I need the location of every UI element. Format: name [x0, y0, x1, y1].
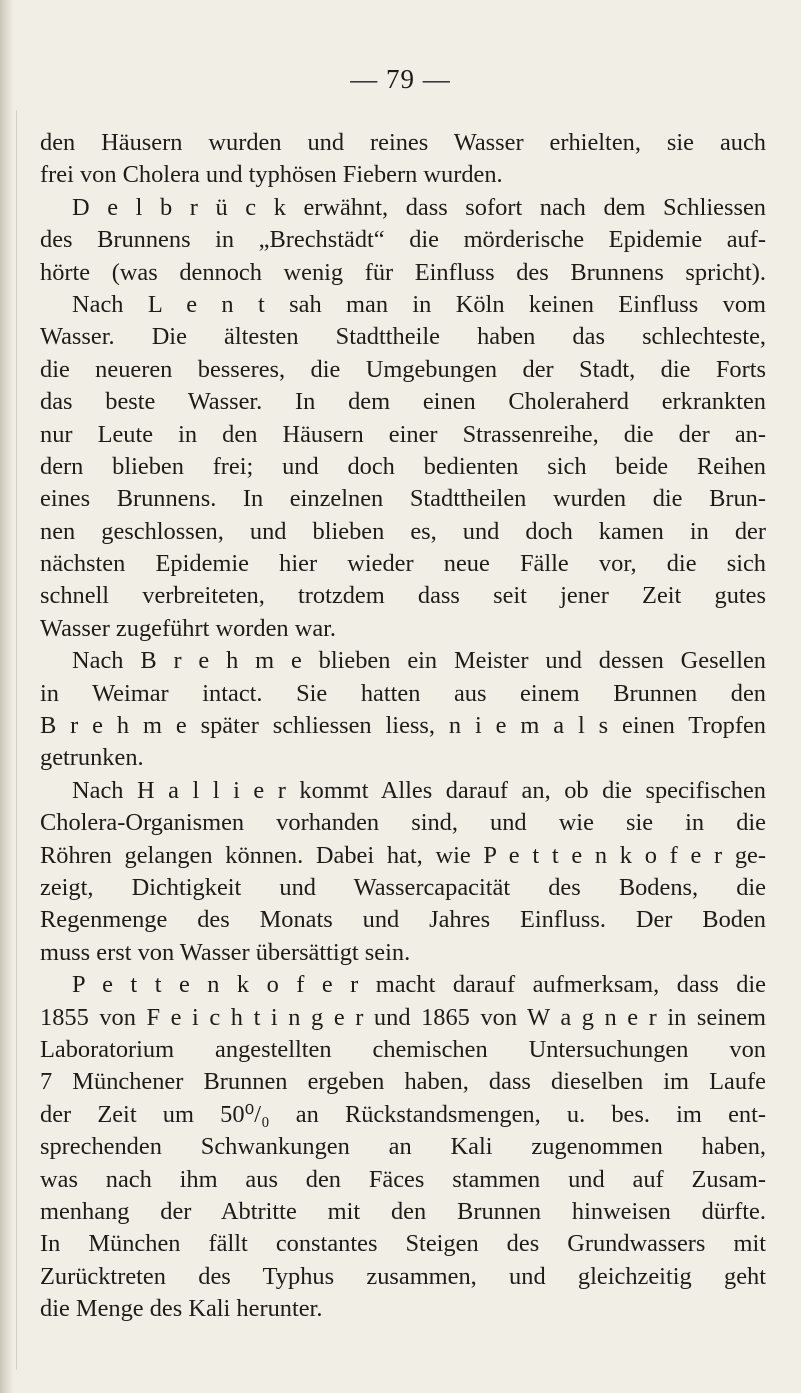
text-line: in Weimar intact. Sie hatten aus einem Brunnen den	[40, 679, 766, 707]
text-line: In München fällt constantes Steigen des Grundwassers mit	[40, 1230, 766, 1258]
text-line: nen geschlossen, und blieben es, und doch kamen in der	[40, 517, 766, 545]
text-line: Nach L e n t sah man in Köln keinen Einfluss vom	[72, 290, 766, 318]
text-line: sprechenden Schwankungen an Kali zugenommen haben,	[40, 1133, 766, 1161]
text-line: Cholera-Organismen vorhanden sind, und wie sie in die	[40, 809, 766, 837]
text-line: D e l b r ü c k erwähnt, dass sofort nach dem Schliessen	[72, 193, 766, 221]
text-line: eines Brunnens. In einzelnen Stadttheilen wurden die Brun-	[40, 485, 766, 513]
text-line: das beste Wasser. In dem einen Choleraherd erkrankten	[40, 388, 766, 416]
page-number: — 79 —	[350, 64, 451, 94]
text-line: Wasser. Die ältesten Stadttheile haben das schlechteste,	[40, 323, 766, 351]
text-line: des Brunnens in „Brechstädt“ die mörderische Epidemie auf-	[40, 226, 766, 254]
text-line: zeigt, Dichtigkeit und Wassercapacität des Bodens, die	[40, 873, 766, 901]
text-line: Nach H a l l i e r kommt Alles darauf an, ob die specifischen	[72, 776, 766, 804]
text-line: B r e h m e später schliessen liess, n i e m a l s einen Tropfen	[40, 712, 766, 740]
body-text	[40, 127, 766, 1325]
text-line: Zurücktreten des Typhus zusammen, und gleichzeitig geht	[40, 1262, 766, 1290]
text-line: was nach ihm aus den Fäces stammen und auf Zusam-	[40, 1165, 766, 1193]
text-line: den Häusern wurden und reines Wasser erhielten, sie auch	[40, 129, 766, 156]
page-gutter-line	[16, 110, 17, 1370]
text-line: die Menge des Kali herunter.	[40, 1295, 323, 1323]
text-line: nur Leute in den Häusern einer Strassenreihe, die der an-	[40, 420, 766, 448]
text-line: hörte (was dennoch wenig für Einfluss des Brunnens spricht).	[40, 258, 766, 286]
text-line: Wasser zugeführt worden war.	[40, 614, 337, 642]
text-line: 7 Münchener Brunnen ergeben haben, dass dieselben im Laufe	[40, 1068, 766, 1096]
text-line: Nach B r e h m e blieben ein Meister und dessen Gesellen	[72, 647, 766, 675]
text-line: menhang der Abtritte mit den Brunnen hinweisen dürfte.	[40, 1197, 766, 1225]
text-line: dern blieben frei; und doch bedienten sich beide Reihen	[40, 452, 766, 480]
text-line: nächsten Epidemie hier wieder neue Fälle vor, die sich	[40, 550, 766, 578]
text-line: 1855 von F e i c h t i n g e r und 1865 von W a g n e r in seinem	[40, 1003, 766, 1031]
text-line: Regenmenge des Monats und Jahres Einfluss. Der Boden	[40, 906, 766, 934]
text-line: getrunken.	[40, 744, 144, 772]
text-line: Röhren gelangen können. Dabei hat, wie P e t t e n k o f e r ge-	[40, 841, 766, 869]
text-line: Laboratorium angestellten chemischen Untersuchungen von	[40, 1035, 766, 1063]
page-shadow-edge	[0, 0, 14, 1393]
text-line: die neueren besseres, die Umgebungen der Stadt, die Forts	[40, 355, 766, 383]
text-line: der Zeit um 50⁰/₀ an Rückstandsmengen, u. bes. im ent-	[40, 1100, 766, 1128]
text-line: schnell verbreiteten, trotzdem dass seit jener Zeit gutes	[40, 582, 766, 610]
text-line: P e t t e n k o f e r macht darauf aufmerksam, dass die	[72, 971, 766, 999]
text-line: frei von Cholera und typhösen Fiebern wurden.	[40, 161, 503, 189]
text-line: muss erst von Wasser übersättigt sein.	[40, 938, 411, 966]
